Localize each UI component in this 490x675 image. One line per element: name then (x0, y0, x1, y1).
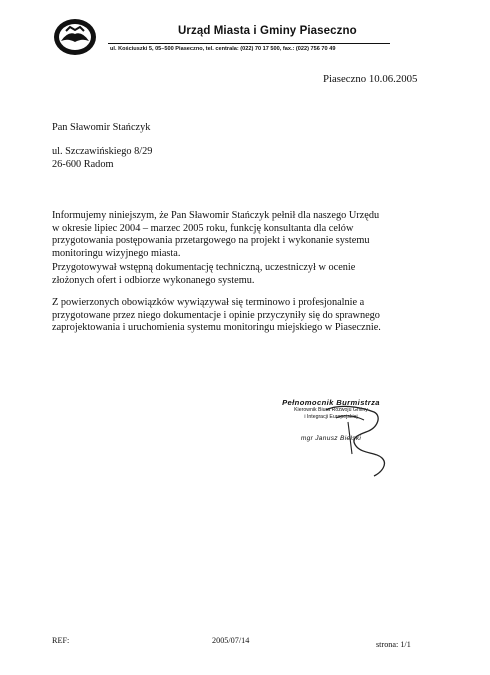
paragraph-3-line: Z powierzonych obowiązków wywiązywał się terminowo i profesjonalnie a (52, 297, 365, 308)
reference-label: REF: (52, 636, 70, 645)
recipient-name: Pan Sławomir Stańczyk (52, 122, 151, 133)
stamp-position: Kierownik Biura Rozwoju Gminy (294, 407, 368, 413)
stamp-title: Pełnomocnik Burmistrza (282, 398, 380, 407)
recipient-street: ul. Szczawińskiego 8/29 (52, 146, 153, 157)
paragraph-1 (52, 210, 452, 260)
paragraph-2-line: Przygotowywał wstępną dokumentację techniczną, uczestniczył w ocenie (52, 262, 356, 273)
paragraph-1-line: w okresie lipiec 2004 – marzec 2005 roku, funkcję konsultanta dla celów (52, 222, 354, 234)
handwritten-signature (278, 402, 408, 482)
paragraph-1-line: przygotowania postępowania przetargowego na projekt i wykonanie systemu (52, 235, 370, 247)
paragraph-1-line: Informujemy niniejszym, że Pan Sławomir Stańczyk pełnił dla naszego Urzędu (52, 210, 380, 221)
place-date: Piaseczno 10.06.2005 (323, 73, 418, 85)
organization-contact: ul. Kościuszki 5, 05–500 Piaseczno, tel. centrala: (022) 70 17 500, fax.: (022) 756 70 49 (110, 46, 336, 52)
print-date: 2005/07/14 (212, 636, 250, 645)
paragraph-3-line: zaprojektowania i uruchomienia systemu monitoringu miejskiego w Piasecznie. (52, 322, 381, 334)
paragraph-3-line: przygotowane przez niego dokumentacje i opinie przyczyniły się do sprawnego (52, 309, 380, 321)
organization-name: Urząd Miasta i Gminy Piaseczno (178, 25, 357, 37)
header-divider (108, 43, 390, 44)
stamp-signatory: mgr Janusz Bielski (300, 435, 362, 442)
paragraph-2-line: złożonych ofert i odbiorze wykonanego systemu. (52, 274, 255, 286)
paragraph-3 (52, 297, 452, 335)
recipient-city: 26-600 Radom (52, 159, 114, 170)
stamp-department: i Integracji Europejskiej (304, 414, 358, 420)
paragraph-2 (52, 262, 452, 287)
municipal-crest-logo (52, 17, 98, 57)
page-counter: strona: 1/1 (376, 640, 411, 649)
paragraph-1-line: monitoringu wizyjnego miasta. (52, 247, 181, 259)
